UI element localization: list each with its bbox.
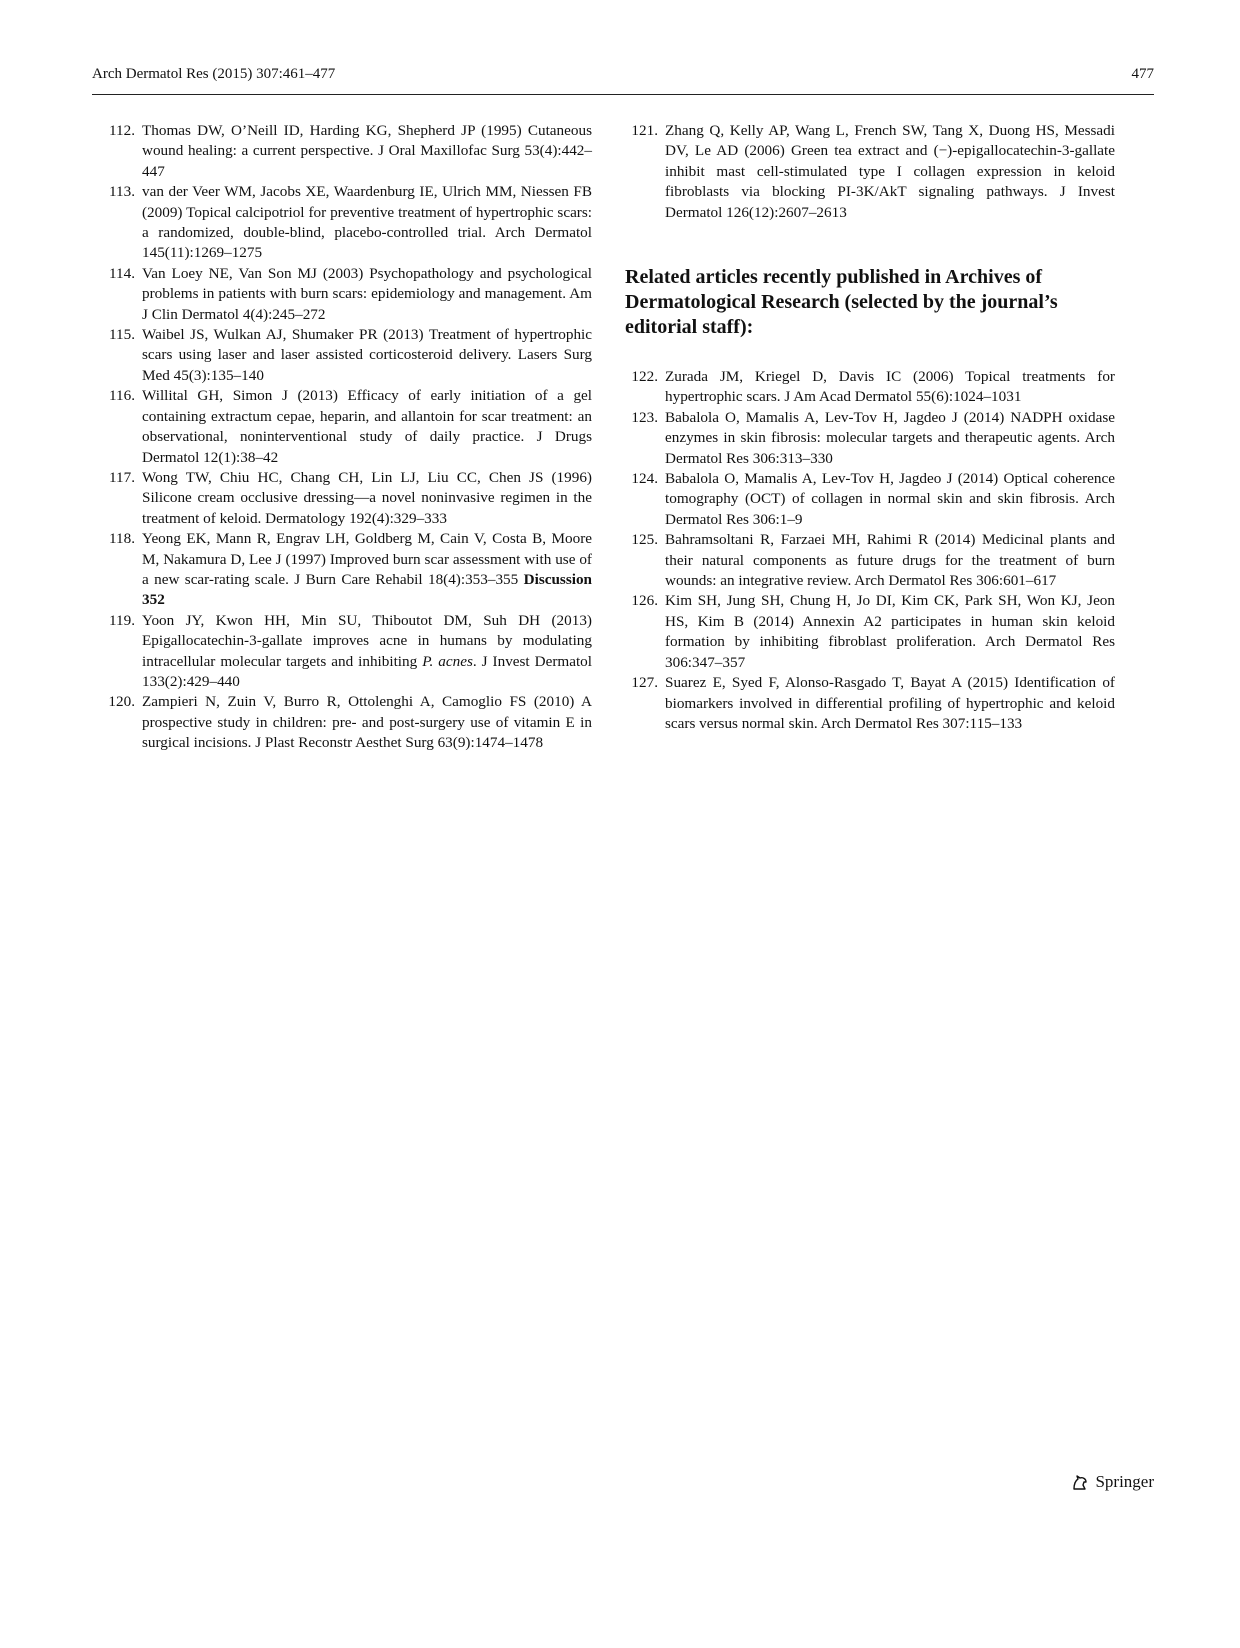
reference-item [102,386,592,468]
reference-text: Willital GH, Simon J (2013) Efficacy of early initiation of a gel containing extractum cepae, heparin, and allantoin for scar treatment: an observational, noninterventional study of daily practice. J Drugs Dermatol 12(1):38–42 [142,387,592,466]
reference-text: Thomas DW, O’Neill ID, Harding KG, Shepherd JP (1995) Cutaneous wound healing: a current perspective. J Oral Maxillofac Surg 53(4):442–447 [142,122,592,180]
left-reference-column [102,121,592,754]
related-reference-item [625,408,1115,469]
reference-text: Babalola O, Mamalis A, Lev-Tov H, Jagdeo J (2014) Optical coherence tomography (OCT) of collagen in normal skin and skin fibrosis. Arch Dermatol Res 306:1–9 [665,470,1115,528]
reference-text [142,611,592,693]
reference-text: Van Loey NE, Van Son MJ (2003) Psychopathology and psychological problems in patients with burn scars: epidemiology and management. Am J Clin Dermatol 4(4):245–272 [142,264,592,323]
reference-item [625,121,1115,223]
reference-item [102,264,592,325]
page-number: 477 [1131,66,1154,82]
reference-text: Zhang Q, Kelly AP, Wang L, French SW, Tang X, Duong HS, Messadi DV, Le AD (2006) Green tea extract and (−)-epigallocatechin-3-gallate inhibit mast cell-stimulated type I collagen expression in keloid fibroblasts via blocking PI-3K/AkT signaling pathways. J Invest Dermatol 126(12):2607–2613 [665,122,1115,221]
reference-number: 118. [108,530,135,548]
journal-citation: Arch Dermatol Res (2015) 307:461–477 [92,66,336,82]
related-reference-item [625,591,1115,673]
reference-number: 117. [108,468,135,486]
reference-item [102,182,592,264]
reference-item [102,325,592,386]
reference-text-main: Yeong EK, Mann R, Engrav LH, Goldberg M, Cain V, Costa B, Moore M, Nakamura D, Lee J (1997) Improved burn scar assessment with use of a new scar-rating scale. J Burn Care Rehabil 18(4):353–355 [142,530,592,588]
reference-italic-species: P. acnes [422,652,473,670]
reference-text: Zampieri N, Zuin V, Burro R, Ottolenghi A, Camoglio FS (2010) A prospective study in children: pre- and post-surgery use of vitamin E in surgical incisions. J Plast Reconstr Aesthet Surg 63(9):1474–1478 [142,693,592,752]
reference-text: Zurada JM, Kriegel D, Davis IC (2006) Topical treatments for hypertrophic scars. J Am Acad Dermatol 55(6):1024–1031 [665,368,1115,406]
reference-item [102,468,592,529]
publisher-footer [1070,1472,1154,1492]
related-reference-item [625,530,1115,591]
reference-text-tail: . J Invest Dermatol 133(2):429–440 [142,652,592,690]
reference-item [102,121,592,182]
publisher-name: Springer [1095,1472,1154,1491]
reference-text: Wong TW, Chiu HC, Chang CH, Lin LJ, Liu CC, Chen JS (1996) Silicone cream occlusive dressing—a novel noninvasive regimen in the treatment of keloid. Dermatology 192(4):329–333 [142,468,592,527]
reference-item [102,611,592,693]
reference-text: Kim SH, Jung SH, Chung H, Jo DI, Kim CK, Park SH, Won KJ, Jeon HS, Kim B (2014) Annexin A2 participates in human skin keloid formation by inhibiting fibroblast proliferation. Arch Dermatol Res 306:347–357 [665,592,1115,671]
reference-number: 114. [108,264,135,282]
reference-text: Suarez E, Syed F, Alonso-Rasgado T, Bayat A (2015) Identification of biomarkers involved in differential profiling of hypertrophic and keloid scars versus normal skin. Arch Dermatol Res 307:115–133 [665,674,1115,732]
related-reference-item [625,367,1115,408]
reference-item [102,692,592,753]
related-articles-heading: Related articles recently published in Archives of Dermatological Research (selected by the journal’s editorial staff): [625,266,1058,338]
reference-number: 125. [631,531,658,549]
reference-text-main: Yoon JY, Kwon HH, Min SU, Thiboutot DM, Suh DH (2013) Epigallocatechin-3-gallate improves acne in humans by modulating intracellular molecular targets and inhibiting [142,611,592,670]
related-reference-item [625,673,1115,734]
reference-number: 112. [108,122,135,139]
reference-bold-note: Discussion 352 [142,570,592,609]
reference-number: 126. [631,592,658,610]
reference-number: 122. [631,368,658,385]
reference-text [142,529,592,611]
reference-text: van der Veer WM, Jacobs XE, Waardenburg IE, Ulrich MM, Niessen FB (2009) Topical calcipotriol for preventive treatment of hypertrophic scars: a randomized, double-blind, placebo-controlled trial. Arch Dermatol 145(11):1269–1275 [142,183,592,262]
reference-number: 121. [631,122,658,139]
reference-text: Babalola O, Mamalis A, Lev-Tov H, Jagdeo J (2014) NADPH oxidase enzymes in skin fibrosis: molecular targets and therapeutic agents. Arch Dermatol Res 306:313–330 [665,408,1115,467]
related-articles-list [625,367,1115,734]
springer-horse-icon [1070,1472,1090,1492]
reference-number: 119. [108,611,135,629]
reference-text: Waibel JS, Wulkan AJ, Shumaker PR (2013) Treatment of hypertrophic scars using laser and laser assisted corticosteroid delivery. Lasers Surg Med 45(3):135–140 [142,326,592,384]
reference-number: 123. [631,408,658,426]
reference-number: 124. [631,470,658,488]
reference-text: Bahramsoltani R, Farzaei MH, Rahimi R (2014) Medicinal plants and their natural components as future drugs for the treatment of burn wounds: an integrative review. Arch Dermatol Res 306:601–617 [665,531,1115,590]
reference-item [102,529,592,611]
running-header [92,66,1154,95]
reference-number: 127. [631,674,658,692]
reference-number: 120. [108,693,135,711]
related-reference-item [625,469,1115,530]
reference-number: 115. [108,326,135,344]
right-reference-column [625,121,1115,223]
reference-number: 113. [108,183,135,201]
reference-number: 116. [108,387,135,405]
